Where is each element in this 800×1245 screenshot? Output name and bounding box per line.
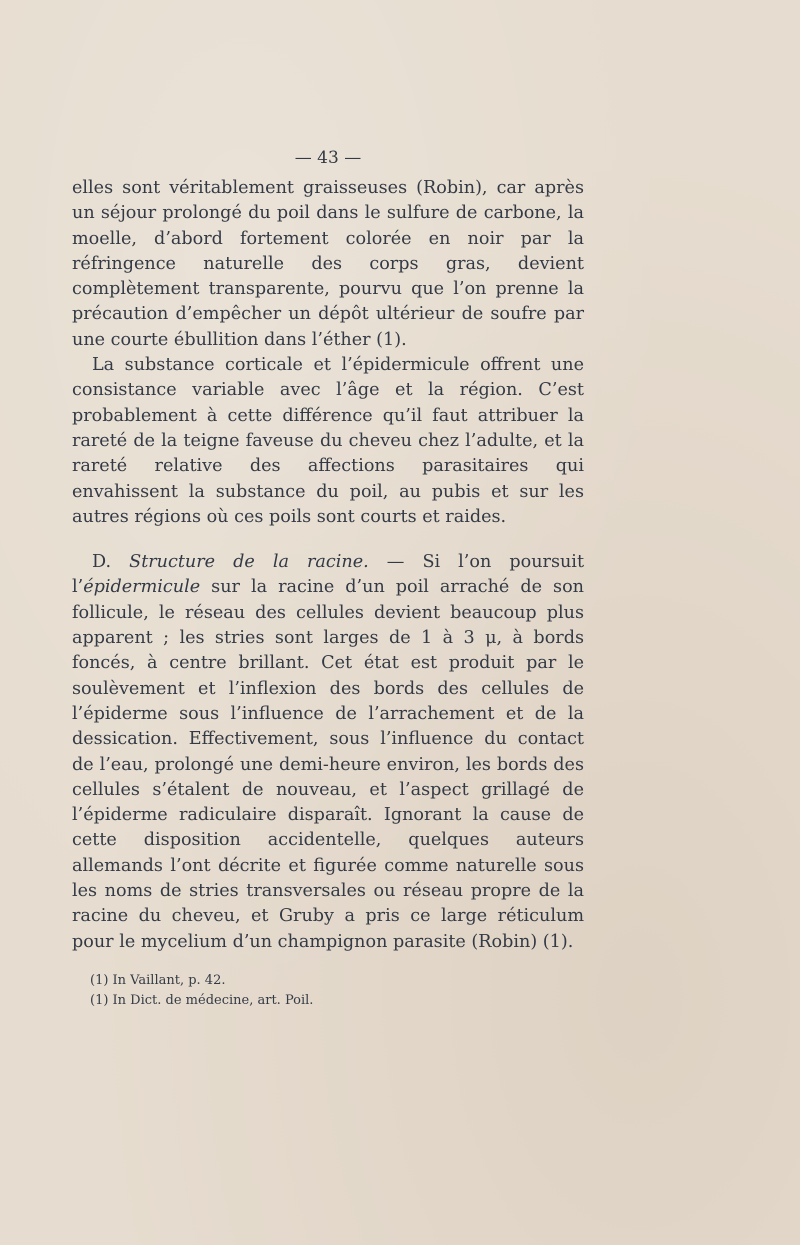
paragraph-1: elles sont véritablement graisseuses (Robin), car après un séjour prolongé du poil dans le sulfure de carbone, la moelle, d’abord fortement colorée en noir par la réfringence naturelle des corps gras, devient complètement transparente, pourvu que l’on prenne la précaution d’empêcher un dépôt ultérieur de soufre par une courte ébullition dans l’éther (1). — [72, 178, 584, 350]
section-d-paragraph — [72, 550, 584, 955]
text-block — [72, 146, 584, 1011]
italic-term: épidermicule — [83, 577, 201, 598]
section-text-rest: sur la racine d’un poil arraché de son follicule, le réseau des cellules devient beaucoup plus apparent ; les stries sont larges de 1 à 3 μ, à bords foncés, à centre brillant. Cet état est produit par le soulèvement et l’inflexion des bords des cellules de l’épiderme sous l’influence de l’arrachement et de la dessication. Effectivement, sous l’influence du contact de l’eau, prolongé une demi-heure environ, les bords des cellules s’étalent de nouveau, et l’aspect grillagé de l’épiderme radiculaire disparaît. Ignorant la cause de cette disposition accidentelle, quelques auteurs allemands l’ont décrite et figurée comme naturelle sous les noms de stries transversales ou réseau propre de la racine du cheveu, et Gruby a pris ce large réticulum pour le mycelium d’un champignon parasite (Robin) (1). — [72, 577, 584, 952]
section-dash: — — [368, 552, 423, 573]
section-label: D. — [92, 552, 112, 573]
page-number: — 43 — — [294, 148, 362, 168]
section-heading: Structure de la racine. — [129, 552, 369, 573]
paragraph-2: La substance corticale et l’épidermicule offrent une consistance variable avec l’âge et la région. C’est probablement à cette différence qu’il faut attribuer la rareté de la teigne faveuse du cheveu chez l’adulte, et la rareté relative des affections parasitaires qui envahissent la substance du poil, au pubis et sur les autres régions où ces poils sont courts et raides. — [72, 355, 584, 527]
footnotes — [72, 971, 584, 1011]
footnote-2: (1) In Dict. de médecine, art. Poil. — [90, 992, 314, 1008]
footnote-1: (1) In Vaillant, p. 42. — [90, 972, 226, 988]
section-text-start: Si l’on poursuit l’ — [72, 552, 585, 598]
